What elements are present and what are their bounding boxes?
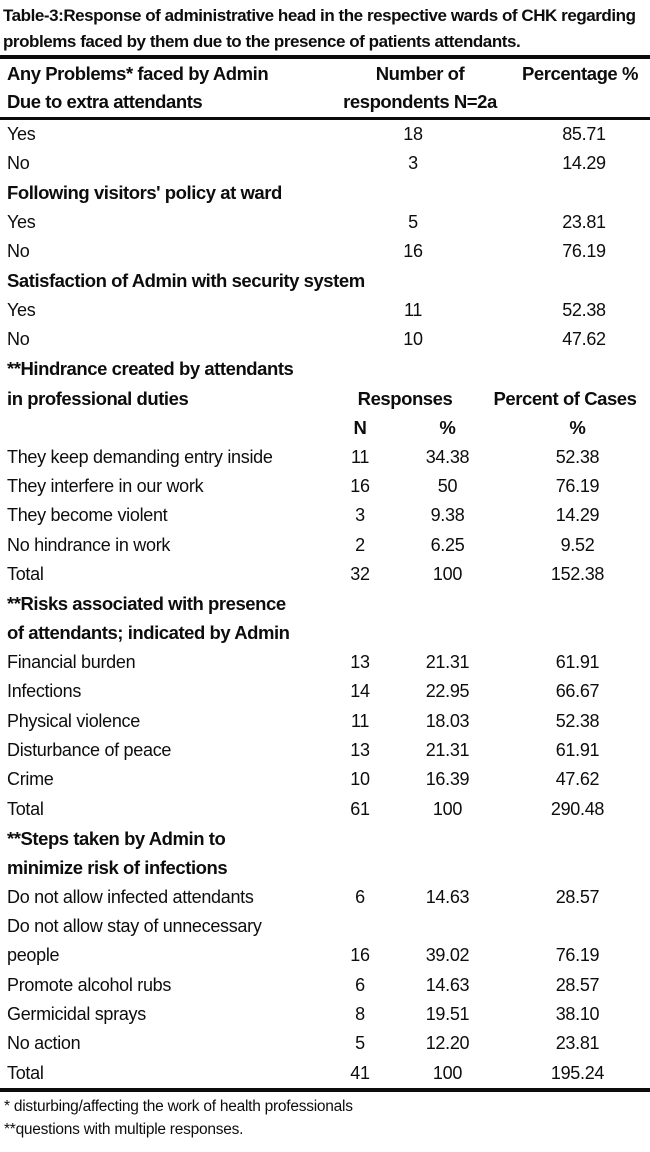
section-title: **Hindrance created by attendants bbox=[7, 358, 294, 380]
table-row bbox=[0, 707, 650, 736]
cell-percent-cases: 28.57 bbox=[555, 886, 600, 907]
cell-n: 11 bbox=[350, 710, 370, 731]
section-header-row bbox=[0, 355, 650, 384]
footnote-single-asterisk: * disturbing/affecting the work of health professionals bbox=[4, 1097, 353, 1115]
section-header-row bbox=[0, 853, 650, 882]
cell-percent: 50 bbox=[437, 476, 458, 497]
column-header-problems-line2: Due to extra attendants bbox=[7, 90, 203, 112]
cell-label: Financial burden bbox=[7, 652, 136, 673]
subheader-n: N bbox=[353, 416, 367, 438]
cell-n: 5 bbox=[355, 1033, 365, 1054]
cell-label: Do not allow infected attendants bbox=[7, 886, 254, 907]
cell-percent: 6.25 bbox=[430, 534, 465, 555]
cell-respondents: 10 bbox=[403, 329, 423, 350]
cell-label: No bbox=[7, 153, 30, 174]
table-caption-line1: Table-3:Response of administrative head in the respective wards of CHK regarding bbox=[3, 6, 636, 25]
cell-label: Total bbox=[7, 564, 44, 585]
cell-percent-cases: 290.48 bbox=[550, 798, 605, 819]
table-row bbox=[0, 765, 650, 794]
cell-label: They become violent bbox=[7, 505, 168, 526]
cell-percent: 12.20 bbox=[425, 1033, 470, 1054]
section-title: **Steps taken by Admin to bbox=[7, 827, 226, 849]
cell-percent-cases: 61.91 bbox=[555, 652, 600, 673]
cell-respondents: 3 bbox=[408, 153, 418, 174]
cell-label: Yes bbox=[7, 212, 36, 233]
column-header-percentage-label: Percentage % bbox=[522, 63, 638, 84]
table-header bbox=[0, 59, 650, 117]
cell-percent-cases: 52.38 bbox=[555, 446, 600, 467]
table-row bbox=[0, 237, 650, 266]
cell-percentage: 52.38 bbox=[562, 300, 606, 321]
cell-percent-cases: 23.81 bbox=[555, 1033, 600, 1054]
column-header-problems bbox=[0, 60, 330, 115]
table-row bbox=[0, 208, 650, 237]
cell-percent-cases: 66.67 bbox=[555, 681, 600, 702]
cell-n: 6 bbox=[355, 974, 365, 995]
table-row bbox=[0, 677, 650, 706]
subheader-responses-row bbox=[0, 384, 650, 413]
cell-percent-cases: 28.57 bbox=[555, 974, 600, 995]
cell-percent: 100 bbox=[432, 798, 463, 819]
cell-respondents: 5 bbox=[408, 212, 418, 233]
cell-label: Physical violence bbox=[7, 710, 140, 731]
cell-n: 16 bbox=[350, 476, 370, 497]
column-header-respondents-line2: respondents N=2a bbox=[343, 90, 497, 112]
cell-label: Total bbox=[7, 798, 44, 819]
footnotes bbox=[0, 1095, 650, 1142]
cell-n: 10 bbox=[350, 769, 370, 790]
cell-percent: 14.63 bbox=[425, 974, 470, 995]
cell-label: people bbox=[7, 945, 60, 966]
cell-n: 6 bbox=[355, 886, 365, 907]
table-row bbox=[0, 296, 650, 325]
subheader-responses: Responses bbox=[357, 387, 453, 409]
cell-percent-cases: 76.19 bbox=[555, 476, 600, 497]
cell-percent: 100 bbox=[432, 564, 463, 585]
table-row bbox=[0, 1000, 650, 1029]
table-row bbox=[0, 531, 650, 560]
cell-label: They interfere in our work bbox=[7, 476, 204, 497]
table-row-total bbox=[0, 795, 650, 824]
cell-percent: 19.51 bbox=[425, 1004, 470, 1024]
column-header-problems-line1: Any Problems* faced by Admin bbox=[7, 63, 269, 84]
table-caption bbox=[0, 0, 650, 55]
column-header-respondents-line1: Number of bbox=[375, 63, 465, 84]
table-row bbox=[0, 1029, 650, 1058]
cell-label: No action bbox=[7, 1033, 81, 1054]
cell-percent-cases: 61.91 bbox=[555, 740, 600, 761]
cell-percentage: 85.71 bbox=[562, 124, 606, 145]
table-row bbox=[0, 149, 650, 178]
table-row bbox=[0, 472, 650, 501]
cell-n: 13 bbox=[350, 740, 370, 761]
cell-label: Germicidal sprays bbox=[7, 1004, 146, 1024]
cell-label: Yes bbox=[7, 300, 36, 321]
cell-n: 14 bbox=[350, 681, 370, 702]
section-title: **Risks associated with presence bbox=[7, 592, 286, 614]
cell-percent: 14.63 bbox=[425, 886, 470, 907]
footnote-double-asterisk: **questions with multiple responses. bbox=[4, 1121, 244, 1139]
cell-percent: 22.95 bbox=[425, 681, 470, 702]
cell-label: No bbox=[7, 329, 30, 350]
cell-percent: 21.31 bbox=[425, 652, 470, 673]
cell-n: 16 bbox=[350, 945, 370, 966]
table-row-total bbox=[0, 1059, 650, 1088]
subheader-label: in professional duties bbox=[7, 387, 189, 409]
table-row-total bbox=[0, 560, 650, 589]
section-header-row bbox=[0, 824, 650, 853]
cell-percent: 9.38 bbox=[430, 505, 465, 526]
cell-respondents: 18 bbox=[403, 124, 423, 145]
cell-n: 32 bbox=[350, 564, 370, 585]
section-header-row bbox=[0, 179, 650, 208]
cell-n: 3 bbox=[355, 505, 365, 526]
cell-percentage: 47.62 bbox=[562, 329, 606, 350]
table-row bbox=[0, 736, 650, 765]
cell-percentage: 76.19 bbox=[562, 241, 606, 262]
cell-label: Yes bbox=[7, 124, 36, 145]
cell-label: Promote alcohol rubs bbox=[7, 974, 172, 995]
table-row bbox=[0, 941, 650, 970]
cell-percentage: 14.29 bbox=[562, 153, 606, 174]
subheader-percent-of-cases: Percent of Cases bbox=[493, 387, 637, 409]
cell-label: No hindrance in work bbox=[7, 534, 171, 555]
table-row bbox=[0, 971, 650, 1000]
cell-percent-cases: 47.62 bbox=[555, 769, 600, 790]
cell-respondents: 11 bbox=[403, 300, 423, 321]
cell-percent-cases: 38.10 bbox=[555, 1004, 600, 1024]
cell-percent-cases: 195.24 bbox=[550, 1062, 605, 1083]
column-header-percentage bbox=[510, 60, 650, 115]
table-row bbox=[0, 325, 650, 354]
section-title: of attendants; indicated by Admin bbox=[7, 622, 290, 644]
cell-label: They keep demanding entry inside bbox=[7, 446, 273, 467]
table-body bbox=[0, 120, 650, 1088]
table-row bbox=[0, 120, 650, 149]
rule-bottom bbox=[0, 1088, 650, 1092]
cell-n: 2 bbox=[355, 534, 365, 555]
cell-percent: 34.38 bbox=[425, 446, 470, 467]
cell-label: Infections bbox=[7, 681, 82, 702]
table-row bbox=[0, 648, 650, 677]
section-header-row bbox=[0, 589, 650, 618]
cell-n: 41 bbox=[350, 1062, 370, 1083]
cell-percent: 100 bbox=[432, 1062, 463, 1083]
subheader-cases-pct: % bbox=[569, 416, 586, 438]
column-header-respondents bbox=[330, 60, 510, 115]
table-caption-line2: problems faced by them due to the presence of patients attendants. bbox=[3, 32, 521, 51]
table-row bbox=[0, 912, 650, 941]
cell-percent: 21.31 bbox=[425, 740, 470, 761]
cell-percent-cases: 9.52 bbox=[560, 534, 595, 555]
subheader-pct: % bbox=[439, 416, 456, 438]
cell-label: Do not allow stay of unnecessary bbox=[7, 916, 262, 937]
cell-percent-cases: 76.19 bbox=[555, 945, 600, 966]
cell-label: No bbox=[7, 241, 30, 262]
table-row bbox=[0, 443, 650, 472]
section-title: Satisfaction of Admin with security system bbox=[7, 270, 365, 292]
cell-percent: 39.02 bbox=[425, 945, 470, 966]
cell-percent: 18.03 bbox=[425, 710, 470, 731]
section-header-row bbox=[0, 267, 650, 296]
cell-label: Total bbox=[7, 1062, 44, 1083]
section-title: minimize risk of infections bbox=[7, 856, 228, 878]
cell-n: 8 bbox=[355, 1004, 365, 1024]
cell-label: Crime bbox=[7, 769, 54, 790]
table-row bbox=[0, 501, 650, 530]
cell-n: 61 bbox=[350, 798, 370, 819]
cell-percent-cases: 14.29 bbox=[555, 505, 600, 526]
cell-percent-cases: 52.38 bbox=[555, 710, 600, 731]
cell-label: Disturbance of peace bbox=[7, 740, 172, 761]
cell-percentage: 23.81 bbox=[562, 212, 606, 233]
cell-n: 13 bbox=[350, 652, 370, 673]
section-title: Following visitors' policy at ward bbox=[7, 182, 282, 204]
cell-percent-cases: 152.38 bbox=[550, 564, 605, 585]
table-row bbox=[0, 883, 650, 912]
section-header-row bbox=[0, 619, 650, 648]
cell-percent: 16.39 bbox=[425, 769, 470, 790]
subheader-units-row bbox=[0, 413, 650, 442]
cell-n: 11 bbox=[350, 446, 370, 467]
cell-respondents: 16 bbox=[403, 241, 423, 262]
